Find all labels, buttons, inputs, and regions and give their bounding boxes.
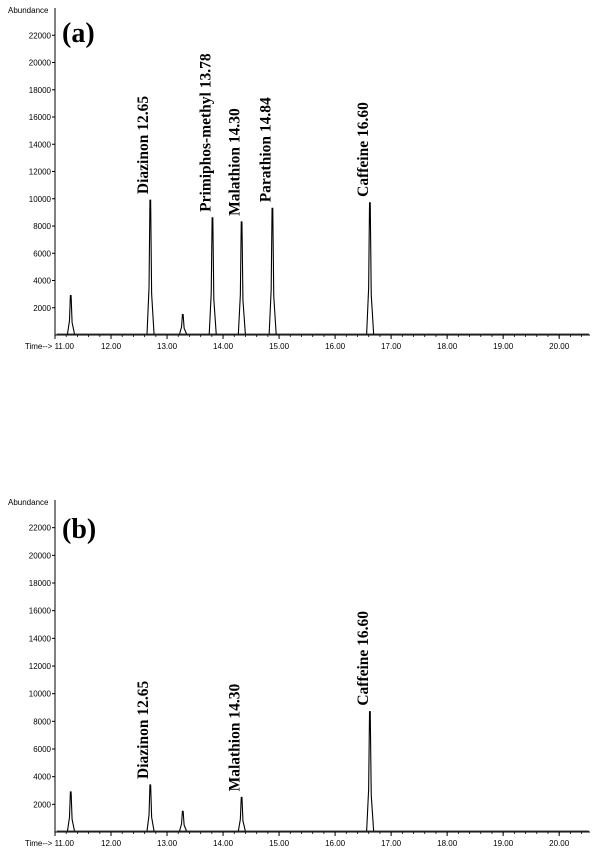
peak-0 bbox=[67, 792, 74, 831]
panel-label: (a) bbox=[62, 18, 95, 49]
y-tick-label: 20000 bbox=[28, 58, 51, 68]
x-tick-label: 17.00 bbox=[381, 839, 402, 848]
y-tick-label: 16000 bbox=[28, 606, 51, 616]
peak-label: Diazinon 12.65 bbox=[135, 95, 153, 195]
panel-label: (b) bbox=[62, 514, 97, 545]
x-tick-label: 16.00 bbox=[325, 342, 346, 351]
x-tick-label: 17.00 bbox=[381, 342, 402, 351]
y-tick-label: 20000 bbox=[28, 551, 51, 561]
peak-label: Caffeine 16.60 bbox=[354, 610, 372, 706]
y-tick-label: 6000 bbox=[33, 249, 51, 259]
peak-6 bbox=[367, 203, 374, 334]
y-tick-label: 22000 bbox=[28, 523, 51, 533]
y-tick-label: 12000 bbox=[28, 167, 51, 177]
peak-label: Malathion 14.30 bbox=[226, 108, 244, 216]
y-tick-label: 4000 bbox=[33, 772, 51, 782]
y-tick-label: 6000 bbox=[33, 745, 51, 754]
peak-2 bbox=[180, 811, 187, 831]
x-axis-title: Time--> 11.00 bbox=[24, 342, 74, 351]
y-tick-label: 16000 bbox=[28, 113, 51, 122]
peak-2 bbox=[180, 315, 187, 334]
y-tick-label: 2000 bbox=[33, 303, 51, 313]
y-axis-title: Abundance bbox=[8, 6, 49, 15]
x-tick-label: 14.00 bbox=[213, 342, 234, 351]
x-tick-label: 18.00 bbox=[437, 839, 458, 848]
x-tick-label: 16.00 bbox=[325, 839, 346, 848]
peak-4 bbox=[367, 712, 374, 831]
y-tick-label: 18000 bbox=[28, 579, 51, 588]
x-tick-label: 20.00 bbox=[549, 342, 570, 351]
x-tick-label: 12.00 bbox=[101, 342, 122, 351]
y-tick-label: 18000 bbox=[28, 85, 51, 95]
x-tick-label: 15.00 bbox=[269, 342, 290, 351]
peak-0 bbox=[67, 295, 74, 334]
y-tick-label: 22000 bbox=[28, 31, 51, 41]
peak-label: Malathion 14.30 bbox=[226, 683, 244, 792]
y-tick-label: 8000 bbox=[33, 222, 51, 231]
y-tick-label: 12000 bbox=[28, 662, 51, 671]
x-tick-label: 19.00 bbox=[493, 839, 514, 848]
x-tick-label: 13.00 bbox=[157, 839, 178, 848]
peak-label: Parathion 14.84 bbox=[257, 97, 275, 203]
x-axis-title: Time--> 11.00 bbox=[24, 839, 74, 848]
x-tick-label: 20.00 bbox=[549, 839, 570, 848]
y-tick-label: 10000 bbox=[28, 194, 51, 204]
chart-panel-0 bbox=[8, 6, 590, 351]
x-tick-label: 15.00 bbox=[269, 839, 290, 848]
x-tick-label: 18.00 bbox=[437, 342, 458, 351]
peak-5 bbox=[269, 208, 276, 334]
chart-panel-1 bbox=[8, 498, 590, 848]
x-tick-label: 19.00 bbox=[493, 342, 514, 351]
peak-label: Primiphos-methyl 13.78 bbox=[197, 53, 215, 212]
peak-label: Caffeine 16.60 bbox=[354, 102, 372, 197]
peak-label: Diazinon 12.65 bbox=[135, 680, 153, 779]
y-tick-label: 14000 bbox=[28, 634, 51, 644]
peak-3 bbox=[238, 797, 245, 831]
y-tick-label: 14000 bbox=[28, 140, 51, 150]
x-tick-label: 13.00 bbox=[157, 342, 178, 351]
y-tick-label: 4000 bbox=[33, 276, 51, 286]
y-tick-label: 2000 bbox=[33, 800, 51, 810]
y-axis-title: Abundance bbox=[8, 498, 49, 507]
x-tick-label: 14.00 bbox=[213, 839, 234, 848]
peak-3 bbox=[209, 218, 216, 334]
peak-4 bbox=[238, 222, 245, 334]
y-tick-label: 8000 bbox=[33, 717, 51, 727]
peak-1 bbox=[147, 200, 154, 334]
peak-1 bbox=[147, 785, 154, 831]
x-tick-label: 12.00 bbox=[101, 839, 122, 848]
y-tick-label: 10000 bbox=[28, 689, 51, 699]
